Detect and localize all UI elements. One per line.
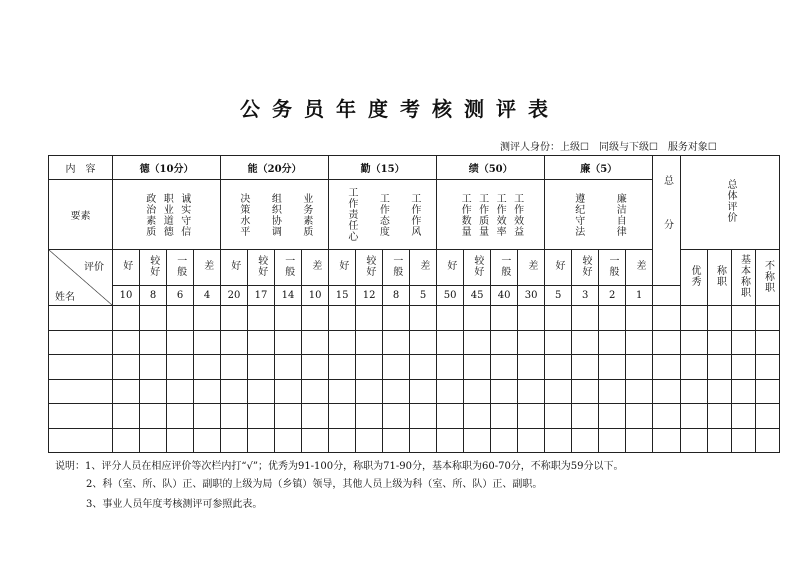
rating-cell[interactable] — [518, 330, 545, 355]
rating-cell[interactable] — [140, 306, 167, 331]
rating-cell[interactable] — [464, 379, 491, 404]
rating-cell[interactable] — [464, 330, 491, 355]
rating-cell[interactable] — [708, 379, 732, 404]
category-ji: 绩（50） — [437, 156, 545, 180]
rating-cell[interactable] — [653, 404, 681, 429]
grade-header-cell — [491, 250, 518, 286]
rating-cell[interactable] — [572, 379, 599, 404]
rating-cell[interactable] — [708, 404, 732, 429]
element-label: 诚实守信 — [178, 192, 190, 237]
rating-cell[interactable] — [329, 330, 356, 355]
grade-header-cell — [248, 250, 275, 286]
rating-cell[interactable] — [491, 355, 518, 380]
rating-cell[interactable] — [140, 404, 167, 429]
category-row — [49, 156, 780, 180]
rating-cell[interactable] — [113, 379, 140, 404]
rating-cell[interactable] — [653, 306, 681, 331]
rating-cell[interactable] — [221, 404, 248, 429]
overall-grade-cell — [756, 250, 780, 306]
rating-cell[interactable] — [681, 306, 708, 331]
rating-cell[interactable] — [248, 306, 275, 331]
grade-label: 一般 — [606, 254, 618, 277]
rating-cell[interactable] — [410, 404, 437, 429]
rating-cell[interactable] — [681, 379, 708, 404]
grade-header-cell — [518, 250, 545, 286]
rating-cell[interactable] — [572, 404, 599, 429]
rating-cell[interactable] — [599, 355, 626, 380]
rating-cell[interactable] — [708, 306, 732, 331]
grade-header-cell — [599, 250, 626, 286]
rating-cell[interactable] — [194, 355, 221, 380]
rating-cell[interactable] — [302, 306, 329, 331]
total-score-header: 总分 — [653, 156, 681, 286]
category-neng: 能（20分） — [221, 156, 329, 180]
rating-cell[interactable] — [518, 428, 545, 453]
rating-cell[interactable] — [491, 379, 518, 404]
rating-cell[interactable] — [599, 404, 626, 429]
score-cell: 30 — [518, 285, 545, 305]
grade-label: 较好 — [579, 254, 591, 277]
rating-cell[interactable] — [681, 330, 708, 355]
rating-cell[interactable] — [140, 330, 167, 355]
rating-cell[interactable] — [626, 428, 653, 453]
rating-cell[interactable] — [545, 379, 572, 404]
rating-cell[interactable] — [732, 379, 756, 404]
rating-cell[interactable] — [302, 379, 329, 404]
category-lian: 廉（5） — [545, 156, 653, 180]
rating-cell[interactable] — [626, 306, 653, 331]
table-row — [49, 428, 780, 453]
rating-cell[interactable] — [167, 306, 194, 331]
rating-cell[interactable] — [599, 428, 626, 453]
note-2: 2、科（室、所、队）正、副职的上级为局（乡镇）领导，其他人员上级为科（室、所、队）正、副职。 — [86, 479, 543, 490]
score-cell: 17 — [248, 285, 275, 305]
rating-cell[interactable] — [383, 330, 410, 355]
grade-header-cell — [356, 250, 383, 286]
category-qin: 勤（15） — [329, 156, 437, 180]
name-cell[interactable] — [49, 404, 113, 429]
rating-cell[interactable] — [329, 355, 356, 380]
table-row — [49, 306, 780, 331]
rating-cell[interactable] — [356, 404, 383, 429]
score-cell: 5 — [410, 285, 437, 305]
rating-cell[interactable] — [681, 428, 708, 453]
table-row — [49, 355, 780, 380]
rating-cell[interactable] — [221, 306, 248, 331]
rating-cell[interactable] — [113, 404, 140, 429]
score-cell: 40 — [491, 285, 518, 305]
rating-cell[interactable] — [756, 330, 780, 355]
rating-cell[interactable] — [491, 330, 518, 355]
rating-cell[interactable] — [275, 330, 302, 355]
rating-cell[interactable] — [599, 330, 626, 355]
rating-cell[interactable] — [221, 330, 248, 355]
grade-label: 好 — [444, 260, 456, 272]
rating-cell[interactable] — [221, 379, 248, 404]
element-label: 工作效益 — [511, 192, 523, 237]
grade-label: 较好 — [147, 254, 159, 277]
rating-cell[interactable] — [572, 330, 599, 355]
overall-grade-label: 不称职 — [762, 259, 774, 293]
grade-header-cell — [221, 250, 248, 286]
grade-header-cell — [437, 250, 464, 286]
overall-grade-cell — [681, 250, 708, 306]
rating-cell[interactable] — [518, 306, 545, 331]
table-row — [49, 404, 780, 429]
rating-cell[interactable] — [545, 404, 572, 429]
rating-cell[interactable] — [518, 379, 545, 404]
rating-cell[interactable] — [113, 355, 140, 380]
rating-cell[interactable] — [356, 428, 383, 453]
score-cell: 2 — [599, 285, 626, 305]
element-label: 工作态度 — [377, 192, 389, 237]
score-cell: 5 — [545, 285, 572, 305]
rating-cell[interactable] — [329, 404, 356, 429]
score-cell: 8 — [383, 285, 410, 305]
notes — [55, 458, 624, 514]
score-cell: 3 — [572, 285, 599, 305]
rating-cell[interactable] — [708, 330, 732, 355]
grade-label: 一般 — [498, 254, 510, 277]
rating-cell[interactable] — [275, 404, 302, 429]
name-label: 姓名 — [55, 292, 75, 303]
rating-cell[interactable] — [167, 379, 194, 404]
rating-cell[interactable] — [302, 428, 329, 453]
rating-cell[interactable] — [248, 379, 275, 404]
overall-grade-label: 基本称职 — [738, 254, 750, 298]
rating-cell[interactable] — [464, 306, 491, 331]
rating-cell[interactable] — [572, 355, 599, 380]
note-3: 3、事业人员年度考核测评可参照此表。 — [86, 499, 263, 510]
rating-cell[interactable] — [302, 330, 329, 355]
rating-cell[interactable] — [626, 355, 653, 380]
rating-cell[interactable] — [356, 330, 383, 355]
rating-cell[interactable] — [464, 428, 491, 453]
category-de: 德（10分） — [113, 156, 221, 180]
score-cell: 6 — [167, 285, 194, 305]
element-label: 工作责任心 — [345, 187, 357, 242]
rating-cell[interactable] — [275, 379, 302, 404]
grade-header-cell — [626, 250, 653, 286]
grade-label: 差 — [309, 260, 321, 272]
name-cell[interactable] — [49, 355, 113, 380]
rating-cell[interactable] — [545, 428, 572, 453]
grade-label: 好 — [120, 260, 132, 272]
score-cell: 10 — [302, 285, 329, 305]
rating-cell[interactable] — [383, 306, 410, 331]
score-cell: 50 — [437, 285, 464, 305]
overall-grade-label: 称职 — [714, 265, 726, 287]
rating-cell[interactable] — [708, 428, 732, 453]
overall-evaluation-header: 总体评价 — [681, 156, 780, 250]
score-cell: 15 — [329, 285, 356, 305]
elements-lian — [545, 180, 653, 250]
grade-label: 较好 — [363, 254, 375, 277]
grade-header-cell — [410, 250, 437, 286]
content-header: 内 容 — [49, 156, 113, 180]
page-title: 公务员年度考核测评表 — [240, 97, 560, 121]
rating-cell[interactable] — [756, 404, 780, 429]
rating-cell[interactable] — [275, 306, 302, 331]
rating-cell[interactable] — [167, 428, 194, 453]
rating-cell[interactable] — [194, 404, 221, 429]
grade-label: 差 — [417, 260, 429, 272]
rating-cell[interactable] — [437, 379, 464, 404]
rating-cell[interactable] — [167, 330, 194, 355]
grade-header-cell — [572, 250, 599, 286]
rating-cell[interactable] — [410, 379, 437, 404]
rating-cell[interactable] — [383, 404, 410, 429]
score-cell: 12 — [356, 285, 383, 305]
rating-cell[interactable] — [545, 306, 572, 331]
rating-cell[interactable] — [329, 379, 356, 404]
rating-cell[interactable] — [113, 330, 140, 355]
rating-cell[interactable] — [708, 355, 732, 380]
rating-cell[interactable] — [329, 428, 356, 453]
rating-cell[interactable] — [221, 428, 248, 453]
grade-header-cell — [140, 250, 167, 286]
rating-cell[interactable] — [167, 355, 194, 380]
grade-label: 一般 — [174, 254, 186, 277]
element-label: 业务素质 — [300, 192, 312, 237]
score-row — [49, 285, 780, 305]
score-cell: 8 — [140, 285, 167, 305]
table-row — [49, 330, 780, 355]
rating-cell[interactable] — [437, 330, 464, 355]
rating-cell[interactable] — [221, 355, 248, 380]
rating-cell[interactable] — [756, 428, 780, 453]
rating-cell[interactable] — [356, 379, 383, 404]
elements-de — [113, 180, 221, 250]
name-cell[interactable] — [49, 306, 113, 331]
element-label: 工作数量 — [459, 192, 471, 237]
grade-header-cell — [302, 250, 329, 286]
total-score-cell[interactable] — [653, 285, 681, 305]
score-cell: 4 — [194, 285, 221, 305]
elements-header: 要素 — [49, 180, 113, 250]
elements-ji — [437, 180, 545, 250]
elements-qin — [329, 180, 437, 250]
rating-cell[interactable] — [572, 306, 599, 331]
rating-cell[interactable] — [626, 379, 653, 404]
elements-neng — [221, 180, 329, 250]
rating-cell[interactable] — [545, 355, 572, 380]
rating-cell[interactable] — [167, 404, 194, 429]
rating-cell[interactable] — [572, 428, 599, 453]
grade-label: 较好 — [471, 254, 483, 277]
rating-cell[interactable] — [732, 355, 756, 380]
rating-cell[interactable] — [248, 404, 275, 429]
rating-cell[interactable] — [194, 330, 221, 355]
grade-label: 好 — [336, 260, 348, 272]
rating-cell[interactable] — [248, 428, 275, 453]
element-label: 决策水平 — [237, 192, 249, 237]
rating-cell[interactable] — [732, 404, 756, 429]
rating-cell[interactable] — [194, 379, 221, 404]
rating-cell[interactable] — [518, 355, 545, 380]
rating-cell[interactable] — [383, 428, 410, 453]
rating-cell[interactable] — [356, 306, 383, 331]
rating-cell[interactable] — [140, 428, 167, 453]
grade-header-cell — [194, 250, 221, 286]
rating-cell[interactable] — [599, 306, 626, 331]
rating-cell[interactable] — [732, 428, 756, 453]
rating-cell[interactable] — [732, 330, 756, 355]
rating-cell[interactable] — [653, 330, 681, 355]
rating-cell[interactable] — [653, 355, 681, 380]
grade-header-cell — [167, 250, 194, 286]
grade-header-cell — [383, 250, 410, 286]
grade-label: 较好 — [255, 254, 267, 277]
name-cell[interactable] — [49, 330, 113, 355]
name-cell[interactable] — [49, 379, 113, 404]
overall-grade-label: 优秀 — [688, 265, 700, 287]
rating-cell[interactable] — [756, 379, 780, 404]
grade-label: 差 — [633, 260, 645, 272]
note-1: 说明：1、评分人员在相应评价等次栏内打“√”；优秀为91-100分，称职为71-90分，基本称职为60-70分，不称职为59分以下。 — [55, 461, 624, 472]
rating-cell[interactable] — [140, 379, 167, 404]
rating-cell[interactable] — [626, 330, 653, 355]
evaluator-identity-line: 测评人身份：上级☐ 同级与下级☐ 服务对象☐ — [500, 142, 717, 153]
rating-cell[interactable] — [545, 330, 572, 355]
rating-label: 评价 — [84, 262, 104, 273]
grade-label: 一般 — [282, 254, 294, 277]
rating-cell[interactable] — [248, 330, 275, 355]
grade-label: 差 — [525, 260, 537, 272]
rating-cell[interactable] — [356, 355, 383, 380]
rating-cell[interactable] — [732, 306, 756, 331]
grade-header-cell — [113, 250, 140, 286]
grade-label: 好 — [228, 260, 240, 272]
element-label: 政治素质 — [143, 192, 155, 237]
rating-name-header — [49, 250, 113, 306]
rating-cell[interactable] — [437, 428, 464, 453]
grade-label: 好 — [552, 260, 564, 272]
score-cell: 10 — [113, 285, 140, 305]
rating-cell[interactable] — [756, 306, 780, 331]
rating-cell[interactable] — [626, 404, 653, 429]
grade-label: 一般 — [390, 254, 402, 277]
rating-cell[interactable] — [113, 428, 140, 453]
rating-cell[interactable] — [140, 355, 167, 380]
grade-header-cell — [464, 250, 491, 286]
rating-cell[interactable] — [410, 306, 437, 331]
name-cell[interactable] — [49, 428, 113, 453]
rating-cell[interactable] — [653, 379, 681, 404]
rating-cell[interactable] — [383, 355, 410, 380]
rating-cell[interactable] — [518, 404, 545, 429]
rating-cell[interactable] — [410, 330, 437, 355]
element-label: 组织协调 — [269, 192, 281, 237]
overall-grade-cell — [708, 250, 732, 306]
rating-cell[interactable] — [275, 355, 302, 380]
grade-header-cell — [329, 250, 356, 286]
rating-cell[interactable] — [383, 379, 410, 404]
element-label: 工作质量 — [476, 192, 488, 237]
rating-cell[interactable] — [248, 355, 275, 380]
rating-cell[interactable] — [491, 306, 518, 331]
rating-cell[interactable] — [464, 355, 491, 380]
rating-cell[interactable] — [410, 428, 437, 453]
rating-cell[interactable] — [491, 428, 518, 453]
element-label: 廉洁自律 — [614, 192, 626, 237]
rating-cell[interactable] — [113, 306, 140, 331]
score-cell: 14 — [275, 285, 302, 305]
rating-cell[interactable] — [302, 404, 329, 429]
rating-cell[interactable] — [437, 306, 464, 331]
grade-header-cell — [275, 250, 302, 286]
rating-cell[interactable] — [756, 355, 780, 380]
rating-cell[interactable] — [437, 355, 464, 380]
rating-cell[interactable] — [464, 404, 491, 429]
rating-cell[interactable] — [599, 379, 626, 404]
rating-cell[interactable] — [194, 306, 221, 331]
score-cell: 1 — [626, 285, 653, 305]
rating-cell[interactable] — [275, 428, 302, 453]
overall-grade-cell — [732, 250, 756, 306]
rating-cell[interactable] — [681, 355, 708, 380]
score-cell: 20 — [221, 285, 248, 305]
element-label: 职业道德 — [161, 192, 173, 237]
rating-cell[interactable] — [491, 404, 518, 429]
element-label: 遵纪守法 — [572, 192, 584, 237]
score-cell: 45 — [464, 285, 491, 305]
rating-cell[interactable] — [410, 355, 437, 380]
evaluation-table — [48, 155, 780, 453]
rating-cell[interactable] — [653, 428, 681, 453]
table-row — [49, 379, 780, 404]
grade-label: 差 — [201, 260, 213, 272]
rating-cell[interactable] — [681, 404, 708, 429]
element-label: 工作作风 — [408, 192, 420, 237]
element-label: 工作效率 — [494, 192, 506, 237]
rating-cell[interactable] — [194, 428, 221, 453]
rating-cell[interactable] — [329, 306, 356, 331]
rating-cell[interactable] — [302, 355, 329, 380]
rating-cell[interactable] — [437, 404, 464, 429]
grade-header-cell — [545, 250, 572, 286]
